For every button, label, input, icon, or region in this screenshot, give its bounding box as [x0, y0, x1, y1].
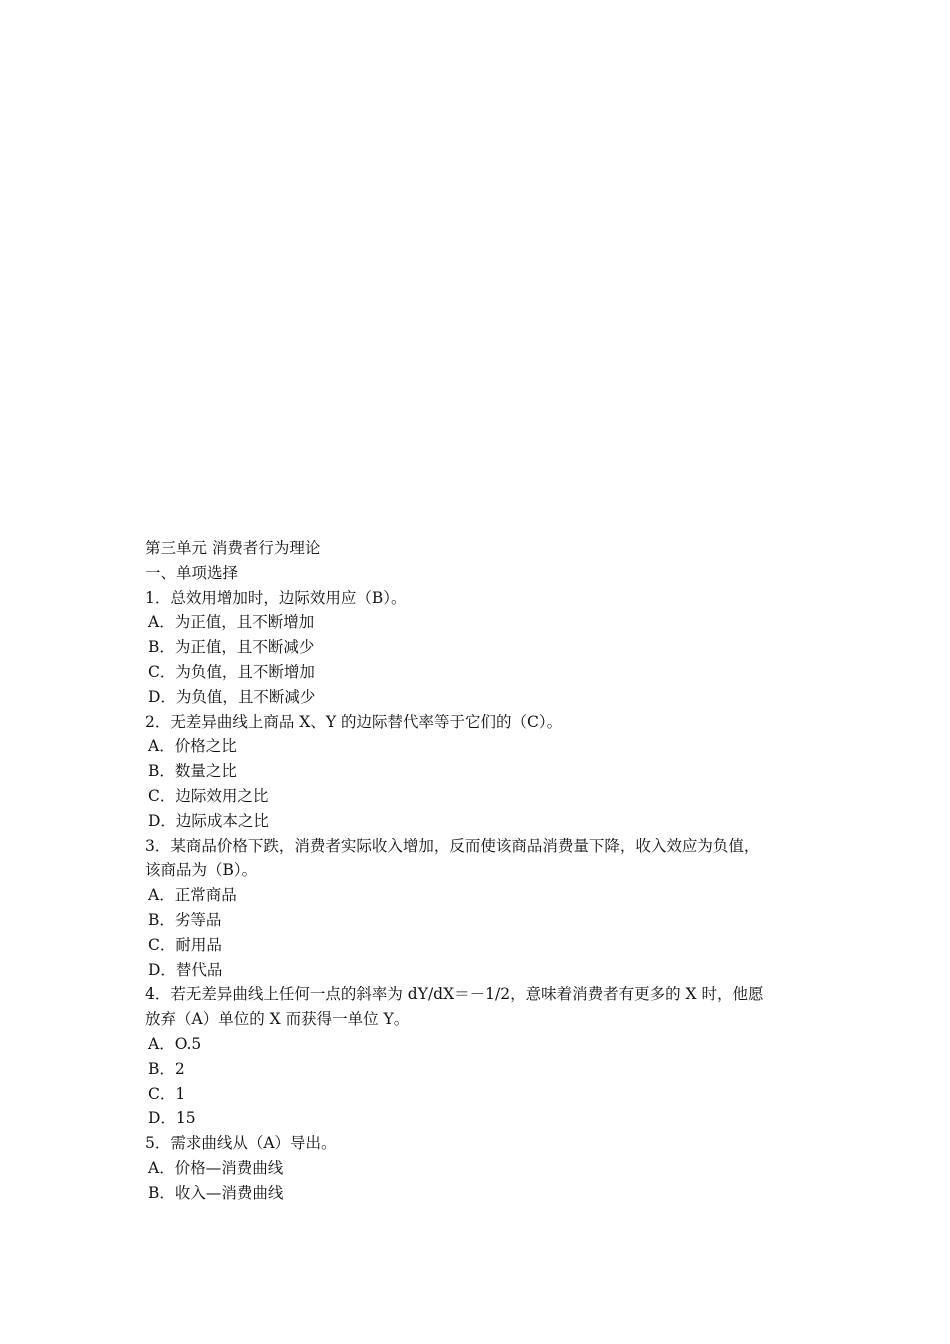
option-d: D．边际成本之比: [148, 811, 269, 830]
question-stem-line-1: 4．若无差异曲线上任何一点的斜率为 dY/dX＝－1/2，意味着消费者有更多的 X 时，他愿: [145, 985, 764, 1004]
question-stem: 5．需求曲线从（A）导出。: [145, 1134, 337, 1153]
option-c: C．为负值，且不断增加: [148, 662, 315, 681]
option-d: D．15: [148, 1109, 196, 1128]
option-b: B．劣等品: [148, 910, 222, 929]
option-c: C．边际效用之比: [148, 786, 269, 805]
question-5: [145, 1131, 825, 1205]
question-stem: 2．无差异曲线上商品 X、Y 的边际替代率等于它们的（C）。: [145, 712, 563, 731]
option-b: B．收入—消费曲线: [148, 1183, 284, 1202]
unit-title: 第三单元 消费者行为理论: [145, 539, 321, 557]
option-b: B．为正值，且不断减少: [148, 638, 315, 657]
question-1: [145, 586, 825, 710]
question-2: [145, 710, 825, 834]
option-c: C．1: [148, 1084, 186, 1103]
question-stem: 1．总效用增加时，边际效用应（B）。: [145, 588, 407, 607]
question-stem-line-2: 该商品为（B）。: [145, 861, 258, 880]
option-d: D．为负值，且不断减少: [148, 687, 316, 706]
option-d: D．替代品: [148, 960, 223, 979]
document-page: [145, 536, 825, 1206]
question-3: [145, 834, 825, 983]
option-a: A．为正值，且不断增加: [148, 613, 315, 632]
question-4: [145, 982, 825, 1131]
option-a: A．正常商品: [148, 886, 237, 905]
option-b: B．数量之比: [148, 762, 237, 781]
question-stem-line-2: 放弃（A）单位的 X 而获得一单位 Y。: [145, 1010, 410, 1029]
option-a: A．O.5: [148, 1034, 202, 1053]
section-title: 一、单项选择: [145, 563, 239, 582]
option-a: A．价格—消费曲线: [148, 1158, 284, 1177]
option-a: A．价格之比: [148, 737, 237, 756]
option-b: B．2: [148, 1059, 185, 1078]
option-c: C．耐用品: [148, 935, 222, 954]
question-stem-line-1: 3．某商品价格下跌，消费者实际收入增加，反而使该商品消费量下降，收入效应为负值，: [145, 836, 760, 855]
